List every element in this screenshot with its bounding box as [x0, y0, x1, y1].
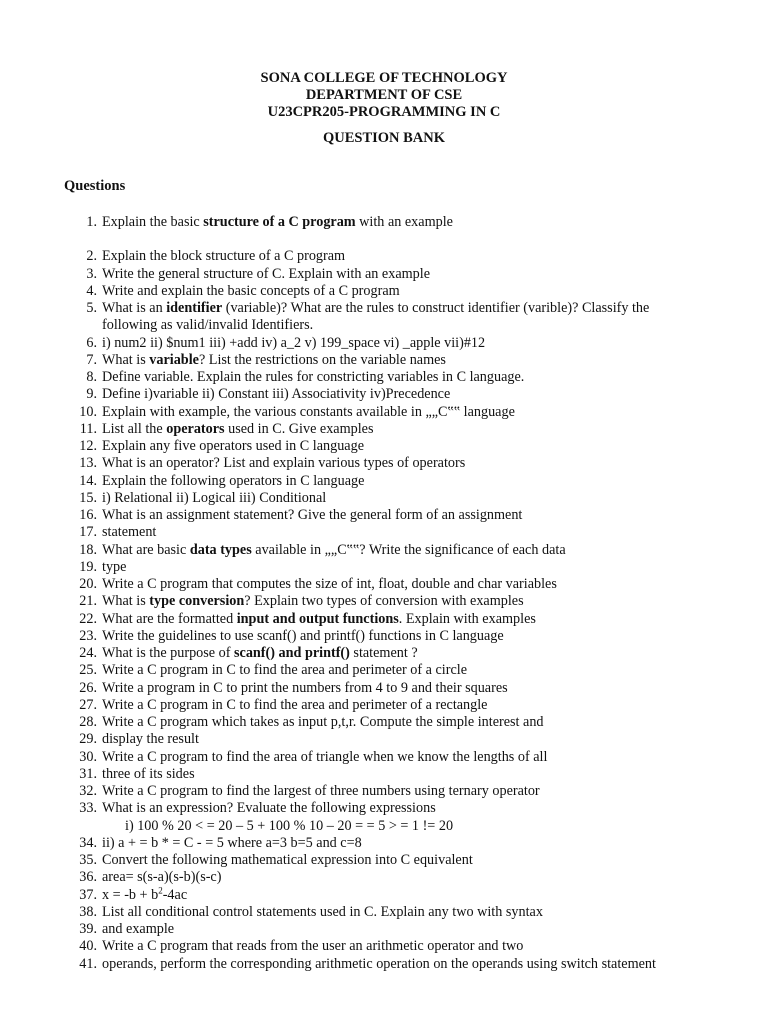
text-segment: What is: [102, 593, 150, 610]
question-number: 33.: [79, 800, 97, 817]
question-text: [102, 731, 199, 748]
text-segment: Explain the block structure of a C program: [102, 248, 346, 265]
document-header: [0, 70, 768, 147]
text-segment: Convert the following mathematical expression into C equivalent: [102, 852, 473, 868]
question-number: 34.: [79, 834, 97, 851]
text-segment: ? List the restrictions on the variable names: [198, 351, 446, 368]
list-item: [0, 524, 768, 541]
question-text: [102, 593, 524, 610]
expression-line: [0, 818, 768, 835]
text-segment: Write a C program which takes as input p,t,r. Compute the simple interest and: [102, 714, 544, 730]
question-text: [102, 884, 188, 904]
bold-term: data types: [189, 541, 252, 558]
question-text: [102, 628, 504, 645]
text-segment: -4ac: [162, 886, 188, 903]
text-segment: Write a C program in C to find the area and perimeter of a circle: [102, 662, 467, 679]
list-item: [0, 300, 768, 335]
text-segment: three of its sides: [102, 765, 195, 782]
text-segment: Write the guidelines to use scanf() and printf() functions in C language: [102, 627, 504, 644]
list-item: [0, 559, 768, 576]
list-item: [0, 680, 768, 697]
question-text: [102, 938, 523, 955]
text-segment: statement: [102, 524, 157, 541]
text-segment: Write a C program to find the area of triangle when we know the lengths of all: [102, 748, 548, 765]
question-text: [102, 800, 436, 817]
question-text: [102, 455, 465, 472]
text-segment: What is an expression? Evaluate the following expressions: [102, 800, 436, 817]
question-number: 24.: [79, 645, 97, 661]
list-item: [0, 884, 768, 904]
list-item: [0, 266, 768, 283]
question-number: 4.: [86, 282, 97, 299]
question-number: 9.: [86, 386, 97, 403]
college-name: SONA COLLEGE OF TECHNOLOGY: [260, 70, 508, 86]
question-number: 23.: [79, 627, 97, 644]
list-item: [0, 386, 768, 403]
text-segment: Explain with example, the various constants available in „„C‟‟ language: [102, 403, 515, 420]
question-text: [102, 335, 485, 352]
question-text: [102, 662, 467, 679]
text-segment: (variable)? What are the rules to construct identifier (varible)? Classify the following as valid/invalid Identifiers.: [102, 300, 650, 334]
question-text: [102, 611, 536, 628]
question-text: [102, 783, 540, 800]
text-segment: ii) a + = b * = C - = 5 where a=3 b=5 and c=8: [102, 834, 362, 851]
list-item: [0, 404, 768, 421]
text-segment: Write a program in C to print the numbers from 4 to 9 and their squares: [102, 679, 508, 696]
question-text: [102, 404, 515, 421]
text-segment: statement ?: [349, 645, 418, 661]
question-number: 20.: [79, 576, 97, 592]
text-segment: What is an: [102, 300, 167, 316]
text-segment: Write a C program to find the largest of three numbers using ternary operator: [102, 783, 540, 799]
question-number: 2.: [86, 248, 97, 265]
text-segment: Define i)variable ii) Constant iii) Associativity iv)Precedence: [102, 386, 451, 403]
text-segment: Explain any five operators used in C language: [102, 438, 364, 454]
text-segment: display the result: [102, 731, 199, 748]
text-segment: ? Explain two types of conversion with examples: [244, 593, 524, 610]
list-item: [0, 369, 768, 386]
bold-term: identifier: [166, 300, 223, 316]
text-segment: with an example: [355, 214, 453, 230]
question-number: 12.: [79, 438, 97, 454]
text-segment: operands, perform the corresponding arithmetic operation on the operands using switch statement: [102, 955, 656, 972]
question-number: 14.: [79, 472, 97, 489]
list-item: [0, 421, 768, 438]
question-number: 11.: [79, 420, 97, 437]
list-item: [0, 248, 768, 265]
question-number: 41.: [79, 955, 97, 972]
list-item: [0, 904, 768, 921]
question-number: 18.: [79, 541, 97, 558]
question-number: 5.: [86, 300, 97, 316]
question-text: [102, 352, 446, 369]
question-number: 19.: [79, 558, 97, 575]
text-segment: Write a C program in C to find the area and perimeter of a rectangle: [102, 696, 488, 713]
text-segment: What is: [102, 351, 150, 368]
question-text: [102, 714, 544, 731]
list-item: [0, 921, 768, 938]
list-item: [0, 438, 768, 455]
question-text: [102, 386, 450, 403]
list-item: [0, 749, 768, 766]
text-segment: i) Relational ii) Logical iii) Conditional: [102, 489, 327, 506]
list-item: [0, 283, 768, 300]
list-item: [0, 593, 768, 610]
text-segment: area= s(s-a)(s-b)(s-c): [102, 869, 222, 886]
question-number: 38.: [79, 903, 97, 920]
question-text: [102, 524, 156, 541]
list-item: [0, 869, 768, 886]
question-text: [102, 852, 473, 869]
course-code: U23CPR205-PROGRAMMING IN C: [267, 104, 501, 120]
document-title: QUESTION BANK: [322, 130, 446, 146]
bold-term: structure of a C program: [203, 214, 356, 230]
list-item: [0, 455, 768, 472]
question-text: [102, 300, 692, 335]
question-number: 37.: [79, 886, 97, 903]
list-item: [0, 783, 768, 800]
list-item: [0, 938, 768, 955]
question-text: [102, 490, 326, 507]
question-number: 25.: [79, 662, 97, 679]
text-segment: x = -b + b: [102, 886, 159, 903]
question-number: 36.: [79, 869, 97, 886]
question-list: [0, 214, 768, 973]
question-text: [102, 956, 656, 973]
text-segment: What is an operator? List and explain various types of operators: [102, 455, 466, 472]
question-text: [102, 473, 364, 490]
text-segment: used in C. Give examples: [224, 420, 374, 437]
superscript: 2: [158, 884, 163, 895]
question-number: 35.: [79, 852, 97, 868]
list-item: [0, 490, 768, 507]
list-item: [0, 645, 768, 662]
text-segment: Write the general structure of C. Explain with an example: [102, 265, 430, 282]
list-item: [0, 697, 768, 714]
question-number: 17.: [79, 524, 97, 541]
text-segment: type: [102, 558, 127, 575]
question-number: 7.: [86, 351, 97, 368]
text-segment: available in „„C‟‟? Write the significance of each data: [251, 541, 566, 558]
question-number: 39.: [79, 921, 97, 937]
text-segment: Write a C program that computes the size of int, float, double and char variables: [102, 576, 557, 592]
text-segment: and example: [102, 921, 175, 937]
question-text: [102, 766, 195, 783]
list-item: [0, 611, 768, 628]
question-number: 21.: [79, 593, 97, 610]
text-segment: Define variable. Explain the rules for constricting variables in C language.: [102, 369, 525, 385]
question-text: [102, 645, 418, 662]
list-item: [0, 542, 768, 559]
text-segment: Write and explain the basic concepts of a C program: [102, 282, 400, 299]
bold-term: type conversion: [149, 593, 245, 610]
question-number: 26.: [79, 679, 97, 696]
question-text: [102, 697, 487, 714]
list-item: [0, 628, 768, 645]
list-item: [0, 800, 768, 817]
question-number: 29.: [79, 731, 97, 748]
question-number: 10.: [79, 403, 97, 420]
list-item: [0, 214, 768, 231]
text-segment: List all conditional control statements used in C. Explain any two with syntax: [102, 903, 543, 920]
text-segment: What is the purpose of: [102, 645, 234, 661]
text-segment: List all the: [102, 420, 167, 437]
question-number: 3.: [86, 265, 97, 282]
question-number: 8.: [86, 369, 97, 385]
text-segment: What are basic: [102, 541, 190, 558]
list-item: [0, 335, 768, 352]
question-text: [102, 835, 362, 852]
list-item: [0, 766, 768, 783]
list-item: [0, 352, 768, 369]
list-item: [0, 852, 768, 869]
question-text: [102, 921, 174, 938]
question-number: 1.: [86, 214, 97, 230]
question-text: [102, 248, 345, 265]
question-text: [102, 283, 400, 300]
bold-term: variable: [149, 351, 199, 368]
question-text: [102, 369, 524, 386]
question-text: [102, 438, 364, 455]
question-number: 32.: [79, 783, 97, 799]
list-item: [0, 714, 768, 731]
questions-heading: Questions: [64, 178, 126, 194]
question-number: 16.: [79, 507, 97, 523]
question-text: [102, 266, 430, 283]
bold-term: operators: [166, 420, 225, 437]
question-text: [102, 507, 522, 524]
question-text: [102, 214, 453, 231]
list-item: [0, 956, 768, 973]
text-segment: Explain the basic: [102, 214, 204, 230]
list-item: [0, 576, 768, 593]
text-segment: i) num2 ii) $num1 iii) +add iv) a_2 v) 199_space vi) _apple vii)#12: [102, 334, 486, 351]
question-text: [102, 421, 374, 438]
question-text: [102, 542, 566, 559]
question-text: [102, 904, 543, 921]
text-segment: Write a C program that reads from the user an arithmetic operator and two: [102, 938, 524, 955]
question-number: 40.: [79, 938, 97, 955]
list-item: [0, 835, 768, 852]
question-number: 30.: [79, 748, 97, 765]
question-number: 13.: [79, 455, 97, 472]
question-number: 22.: [79, 610, 97, 627]
list-item: [0, 507, 768, 524]
list-item: [0, 731, 768, 748]
expression-text: i) 100 % 20 < = 20 – 5 + 100 % 10 – 20 = = 5 > = 1 != 20: [125, 817, 454, 834]
question-number: 27.: [79, 696, 97, 713]
text-segment: Explain the following operators in C language: [102, 472, 365, 489]
question-text: [102, 576, 557, 593]
department-name: DEPARTMENT OF CSE: [305, 87, 463, 103]
question-number: 6.: [86, 334, 97, 351]
list-item: [0, 473, 768, 490]
bold-term: input and output functions: [236, 610, 399, 627]
bold-term: scanf() and printf(): [234, 645, 350, 661]
list-item: [0, 662, 768, 679]
text-segment: What is an assignment statement? Give the general form of an assignment: [102, 507, 523, 523]
text-segment: . Explain with examples: [398, 610, 536, 627]
question-number: 15.: [79, 489, 97, 506]
question-text: [102, 680, 508, 697]
question-number: 28.: [79, 714, 97, 730]
question-text: [102, 749, 547, 766]
question-text: [102, 559, 126, 576]
question-number: 31.: [79, 765, 97, 782]
text-segment: What are the formatted: [102, 610, 237, 627]
